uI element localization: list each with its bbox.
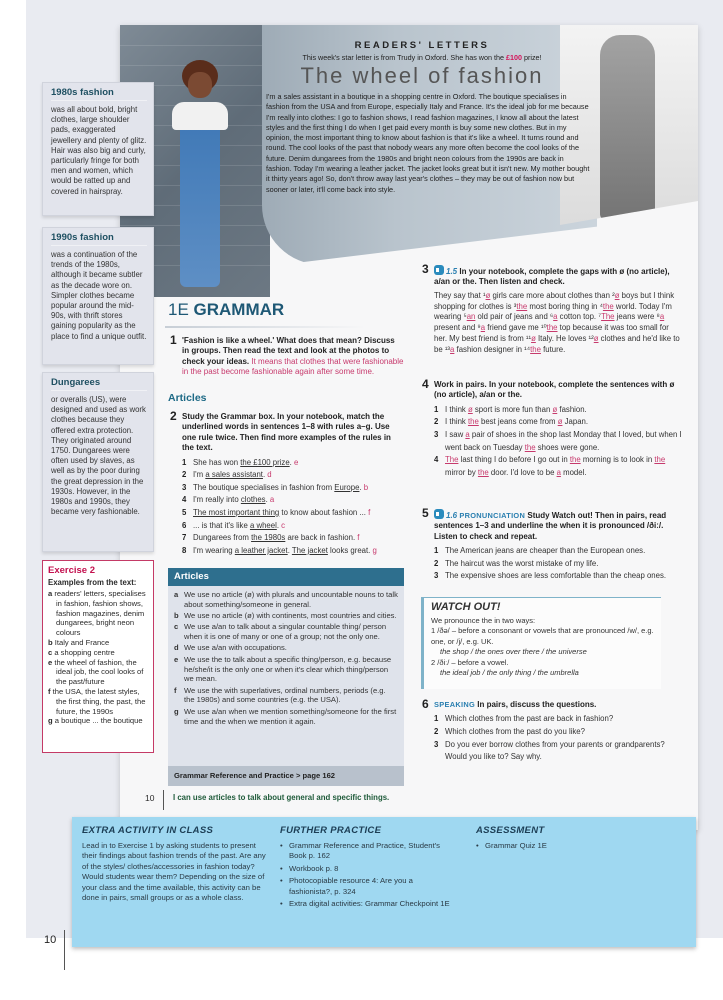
gap-answer: the xyxy=(516,301,528,311)
title-divider xyxy=(165,326,365,328)
answer-letter: a xyxy=(48,589,55,598)
gap-answer: the xyxy=(467,417,479,427)
item-number: 3 xyxy=(434,571,439,581)
extra-activity-title: EXTRA ACTIVITY IN CLASS xyxy=(82,825,214,836)
exercise-question: Study Watch out! Then in pairs, read sentences 1–3 and underline the when it is pronounced /ðiː/. Listen to check and repeat. xyxy=(434,511,667,541)
item-text: I think ø sport is more fun than ø fashion. xyxy=(445,404,587,414)
item-number: 1 xyxy=(434,404,439,414)
answer-text: a shopping centre xyxy=(54,647,115,657)
readers-letters-intro xyxy=(262,53,582,62)
exercise-1 xyxy=(170,333,404,378)
sentence-item: 8 I'm wearing a leather jacket. The jacket looks great. g xyxy=(182,545,404,558)
gap-answer: ø xyxy=(614,290,620,300)
rule-text: We use a/an when we mention something/someone for the first time and the when we mention it again. xyxy=(184,706,397,726)
track-number: 1.6 xyxy=(446,511,458,520)
watch-out-box xyxy=(421,597,661,689)
rule-answer: a xyxy=(267,495,275,505)
further-practice-title: FURTHER PRACTICE xyxy=(280,825,382,836)
note-title: 1990s fashion xyxy=(51,232,147,246)
gap-answer: ø xyxy=(557,417,563,427)
sentence-item: 4 I'm really into clothes. a xyxy=(182,494,404,507)
rule-text: We use the with superlatives, ordinal numbers, periods (e.g. the 1980s) and some countries (e.g. the USA). xyxy=(184,685,386,705)
answer-item xyxy=(48,658,148,687)
rule-answer: g xyxy=(370,545,377,555)
rule-letter: a xyxy=(174,590,179,599)
sentence-item xyxy=(434,713,684,726)
note-text: was a continuation of the trends of the 1980s, although it became subtler as the decade wore on. Simpler clothes became popular around the mid-90s, with thrift stores gaining popularity as the place to find a unique outfit. xyxy=(51,250,147,341)
exercise-5 xyxy=(422,506,684,583)
sentence-item xyxy=(434,545,684,558)
exercise-question: 'Fashion is like a wheel.' What does that mean? Discuss in groups. Then read the text and look at the photos to check your ideas. xyxy=(182,336,395,366)
sentence-item xyxy=(434,404,684,417)
rule-answer: f xyxy=(365,508,371,517)
articles-heading: Articles xyxy=(168,392,207,404)
gap-answer: the xyxy=(530,344,541,354)
grammar-rule xyxy=(174,655,398,684)
exercise-question: Study the Grammar box. In your notebook, match the underlined words in sentences 1–8 with rules a–g. Use one rule twice. Then find more examples of the rules in the text. xyxy=(182,412,391,453)
exercise-4 xyxy=(422,377,684,479)
gap-answer: ø xyxy=(467,404,473,414)
gap-answer: the xyxy=(546,323,558,333)
prize-amount: £100 xyxy=(505,53,522,62)
rule-letter: e xyxy=(174,654,179,664)
watch-out-intro: We pronounce the in two ways: xyxy=(431,616,536,625)
audio-icon[interactable] xyxy=(434,509,444,519)
sentence-item xyxy=(434,558,684,571)
item-text: The American jeans are cheaper than the European ones. xyxy=(445,546,646,556)
note-title: Dungarees xyxy=(51,377,147,391)
item-number: 2 xyxy=(434,558,439,568)
rule-text: We use no article (ø) with continents, most countries and cities. xyxy=(184,611,397,621)
gap-answer: an xyxy=(466,312,476,322)
exercise-number: 3 xyxy=(422,262,429,276)
item-number: 2 xyxy=(182,470,187,480)
exercise-number: 4 xyxy=(422,377,429,391)
assessment-item: • Grammar Quiz 1E xyxy=(476,841,676,851)
gap-answer: The xyxy=(601,312,615,322)
section-title xyxy=(168,300,284,320)
gap-answer: the xyxy=(569,455,581,465)
answer-text: the USA, the latest styles, the first thing, the past, the future, the 1990s xyxy=(52,686,146,716)
further-practice-item: • Workbook p. 8 xyxy=(280,864,450,874)
grammar-reference-link[interactable]: Grammar Reference and Practice > page 162 xyxy=(168,766,404,786)
answer-text: the wheel of fashion, the ideal job, the cool looks of the past/future xyxy=(54,657,144,687)
item-number: 4 xyxy=(434,455,439,465)
item-number: 1 xyxy=(182,457,187,467)
grammar-rule xyxy=(174,686,398,706)
sentence-item: 2 I'm a sales assistant. d xyxy=(182,469,404,482)
answer-letter: g xyxy=(48,716,55,726)
exercise-3 xyxy=(422,262,684,356)
answer-item xyxy=(48,589,148,638)
further-practice-item: • Grammar Reference and Practice, Student's Book p. 162 xyxy=(280,841,450,862)
intro-end: prize! xyxy=(521,53,542,62)
grammar-box-title: Articles xyxy=(168,568,404,586)
watch-out-example-2: the ideal job / the only thing / the umbrella xyxy=(440,668,579,678)
item-number: 3 xyxy=(434,739,439,749)
teacher-notes-panel xyxy=(72,817,696,947)
extra-activity-column xyxy=(82,825,272,903)
rule-letter: g xyxy=(174,706,179,716)
audio-icon[interactable] xyxy=(434,265,444,275)
exercise-number: 1 xyxy=(170,333,177,347)
page-number-divider xyxy=(64,930,65,970)
further-practice-item: • Extra digital activities: Grammar Checkpoint 1E xyxy=(280,899,450,909)
answer-item xyxy=(48,648,148,658)
page-number: 10 xyxy=(44,934,57,946)
answer-letter: c xyxy=(48,647,55,657)
letter-title: The wheel of fashion xyxy=(300,63,544,88)
gap-answer: The xyxy=(445,455,459,465)
speaking-label: SPEAKING xyxy=(434,700,476,709)
item-number: 7 xyxy=(182,533,187,543)
answer-text: a boutique ... the boutique xyxy=(54,716,143,726)
sentence-item: 5 The most important thing to know about fashion ... f xyxy=(182,507,404,520)
grammar-rule xyxy=(174,707,398,727)
exercise-number: 5 xyxy=(422,506,429,520)
page-number-divider xyxy=(163,790,164,810)
underlined-words: The most important thing xyxy=(193,508,280,517)
further-practice-column xyxy=(280,825,450,911)
underlined-words: the £100 prize xyxy=(240,457,290,467)
exercise-6 xyxy=(422,697,684,764)
answer-letter: f xyxy=(48,686,53,696)
item-text: The last thing I do before I go out in the morning is to look in the mirror by the door. I'd love to be a model. xyxy=(445,455,666,477)
gap-fill-text: They say that ¹ø girls care more about clothes than ²ø boys but I think shopping for clothes is ³the most boring thing in ⁴the world. Today I'm wearing ⁵an old pair of jeans and ⁶a cotton top. ⁷The jeans were ⁸a present and ⁹a friend gave me ¹⁰the top because it was too small for her. My best friend is from ¹¹ø Italy. He loves ¹²ø clothes and he'd like to be ¹³a fashion designer in ¹⁴the future. xyxy=(434,290,680,354)
item-text: Which clothes from the past are back in fashion? xyxy=(445,714,614,724)
item-number: 1 xyxy=(434,546,439,556)
exercise-number: 2 xyxy=(170,409,177,423)
exercise2-title: Exercise 2 xyxy=(48,565,96,576)
note-1990s-fashion xyxy=(42,227,154,365)
item-text: I think the best jeans come from ø Japan. xyxy=(445,417,589,427)
item-number: 2 xyxy=(434,727,439,736)
watch-out-title: WATCH OUT! xyxy=(431,601,501,613)
rule-answer: b xyxy=(361,482,369,492)
exercise-question: In pairs, discuss the questions. xyxy=(477,700,597,709)
inner-page-number: 10 xyxy=(145,793,155,803)
rule-answer: e xyxy=(291,457,299,467)
item-number: 1 xyxy=(434,714,439,724)
answer-item xyxy=(48,687,148,716)
item-number: 5 xyxy=(182,508,187,517)
rule-answer: f xyxy=(355,533,360,543)
rule-letter: f xyxy=(174,685,177,695)
letter-body: I'm a sales assistant in a boutique in a shopping centre in Oxford. The boutique specialises in fashion from the USA and from Europe, especially Italy and France. It's the ideal job for me because I'm really into clothes: I go to fashion shows, I read fashion magazines, I know all about the latest styles and the first thing I do when I get paid every month is buy some new clothes. But in my opinion, the most important thing to know about fashion is that it's like a wheel. It turns round and round. The cool looks of the past that nobody wears any more often become the cool looks of the future. Denim dungarees from the 1980s and bright neon colours from the 1990s are back in fashion. Today I'm wearing a leather jacket. The jacket looks great but it isn't new. My mother bought it thirty years ago! So, don't throw away last year's clothes – they may be out of fashion now but sooner or later, it'll come back into style. xyxy=(266,92,590,194)
underlined-words: clothes xyxy=(240,495,266,505)
sentence-item xyxy=(434,429,684,454)
watch-out-rule-1: 1 /ðə/ – before a consonant or vowels that are pronounced /w/, e.g. one, or /j/, e.g. UK. xyxy=(431,626,654,646)
item-number: 6 xyxy=(182,520,187,530)
answer-letter: b xyxy=(48,637,55,647)
exercise-2 xyxy=(170,409,404,557)
extra-activity-text: Lead in to Exercise 1 by asking students to present their findings about fashion trends of the past. Are any of the styles/ clothes/accessories in fashion today? Would students wear them? Depending on the size of your class and the time available, this activity can be done in pairs, small groups or as a whole class. xyxy=(82,841,266,903)
item-text: Which clothes from the past do you like? xyxy=(445,727,585,736)
grammar-rule xyxy=(174,590,398,610)
watch-out-example-1: the shop / the ones over there / the universe xyxy=(440,647,587,657)
assessment-title: ASSESSMENT xyxy=(476,825,545,836)
exercise2-subtitle: Examples from the text: xyxy=(48,578,137,587)
section-name: GRAMMAR xyxy=(193,300,285,319)
gap-answer: ø xyxy=(552,404,558,414)
gap-answer: the xyxy=(524,442,536,452)
exercise-number: 6 xyxy=(422,697,429,711)
note-title: 1980s fashion xyxy=(51,87,147,101)
answer-text: Italy and France xyxy=(54,637,110,647)
gap-answer: a xyxy=(465,430,470,439)
answer-letter: e xyxy=(48,657,55,667)
grammar-rule xyxy=(174,643,398,653)
answer-item xyxy=(48,716,148,726)
rule-answer: d xyxy=(265,470,272,480)
gap-answer: ø xyxy=(485,290,491,300)
note-1980s-fashion xyxy=(42,82,154,216)
gap-answer: the xyxy=(602,301,614,311)
underlined-words: a wheel xyxy=(249,520,277,530)
rule-letter: c xyxy=(174,622,179,632)
sentence-item xyxy=(434,454,684,479)
item-number: 3 xyxy=(434,430,439,439)
grammar-rule xyxy=(174,622,398,642)
sentence-item: 7 Dungarees from the 1980s are back in fashion. f xyxy=(182,532,404,545)
item-text: I saw a pair of shoes in the shop last Monday that I loved, but when I went back on Tuesday the shoes were gone. xyxy=(445,430,682,452)
can-do-statement: I can use articles to talk about general and specific things. xyxy=(173,793,390,802)
item-text: The expensive shoes are less comfortable than the cheap ones. xyxy=(445,571,667,581)
sentence-item xyxy=(434,739,684,764)
intro-text: This week's star letter is from Trudy in Oxford. She has won the xyxy=(302,53,506,62)
gap-answer: a xyxy=(480,323,486,333)
grammar-box-articles xyxy=(168,568,404,786)
item-text: The haircut was the worst mistake of my life. xyxy=(445,558,599,568)
underlined-words: Europe xyxy=(334,482,360,492)
further-practice-item: • Photocopiable resource 4: Are you a fashionista?, p. 324 xyxy=(280,876,450,897)
section-code: 1E xyxy=(168,300,189,319)
assessment-column xyxy=(476,825,676,853)
sentence-item: 1 She has won the £100 prize. e xyxy=(182,457,404,470)
gap-answer: the xyxy=(654,455,666,465)
rule-text: We use no article (ø) with plurals and uncountable nouns to talk about something/someone in general. xyxy=(184,590,398,609)
sentence-item: 3 The boutique specialises in fashion from Europe. b xyxy=(182,482,404,495)
underlined-words: a sales assistant xyxy=(205,470,263,480)
item-text: Do you ever borrow clothes from your parents or grandparents? Would you like to? Say why. xyxy=(445,739,665,762)
underlined-words: the 1980s xyxy=(251,533,286,543)
gap-answer: a xyxy=(553,312,558,322)
rule-text: We use a/an to talk about a singular countable thing/ person when it is one of many or one of a group; not the only one. xyxy=(184,622,387,642)
sentence-item xyxy=(434,416,684,429)
sentence-item: 6 ... is that it's like a wheel. c xyxy=(182,520,404,533)
gap-answer: the xyxy=(477,467,489,477)
gap-answer: ø xyxy=(593,334,599,343)
gap-answer: ø xyxy=(531,334,536,343)
item-number: 8 xyxy=(182,545,187,555)
rule-letter: d xyxy=(174,643,179,653)
person-figure xyxy=(170,60,230,290)
note-text: was all about bold, bright clothes, large shoulder pads, exaggerated jewellery and plenty of glitz. Hair was also big and curly, particularly fringe for both men and women, which would be ratted up and covered in hairspray. xyxy=(51,105,147,196)
gap-answer: a xyxy=(450,344,455,354)
item-number: 4 xyxy=(182,495,187,505)
sentence-item xyxy=(434,570,684,583)
readers-letters-heading: READERS' LETTERS xyxy=(354,40,490,51)
pronunciation-label: PRONUNCIATION xyxy=(459,511,526,520)
underlined-words: The jacket xyxy=(291,545,328,555)
answer-item xyxy=(48,638,148,648)
rule-text: We use a/an with occupations. xyxy=(184,643,287,653)
rule-text: We use the to talk about a specific thing/person, e.g. because he/she/it is the only one or when it's clear which thing/person we mean. xyxy=(184,654,392,684)
gap-answer: a xyxy=(556,467,561,477)
exercise-question: In your notebook, complete the gaps with ø (no article), a/an or the. Then listen and check. xyxy=(434,267,670,287)
exercise2-answer-box xyxy=(42,560,154,753)
note-text: or overalls (US), were designed and used as work clothes because they offered extra protection. They originated around 1750. Dungarees were often used by slaves, as well as by the poor during the great depression in the 1930s. However, in the 1980s and 1990s, they became very fashionable. xyxy=(51,395,146,517)
gap-answer: a xyxy=(659,312,665,322)
note-dungarees xyxy=(42,372,154,552)
item-number: 2 xyxy=(434,417,439,427)
rule-answer: c xyxy=(279,520,286,530)
rule-letter: b xyxy=(174,611,179,621)
underlined-words: a leather jacket xyxy=(234,545,288,555)
item-number: 3 xyxy=(182,482,187,492)
answer-text: readers' letters, specialises in fashion, fashion shows, fashion magazines, denim dungarees, bright neon colours xyxy=(54,589,146,638)
sentence-item xyxy=(434,726,684,739)
exercise-answer: It means that clothes that were fashionable in the past become fashionable again after some time. xyxy=(182,356,404,377)
track-number: 1.5 xyxy=(446,267,458,276)
exercise-question: Work in pairs. In your notebook, complete the sentences with ø (no article), a/an or the. xyxy=(434,380,675,400)
watch-out-rule-2: 2 /ðiː/ – before a vowel. xyxy=(431,657,509,667)
grammar-rule xyxy=(174,611,398,621)
